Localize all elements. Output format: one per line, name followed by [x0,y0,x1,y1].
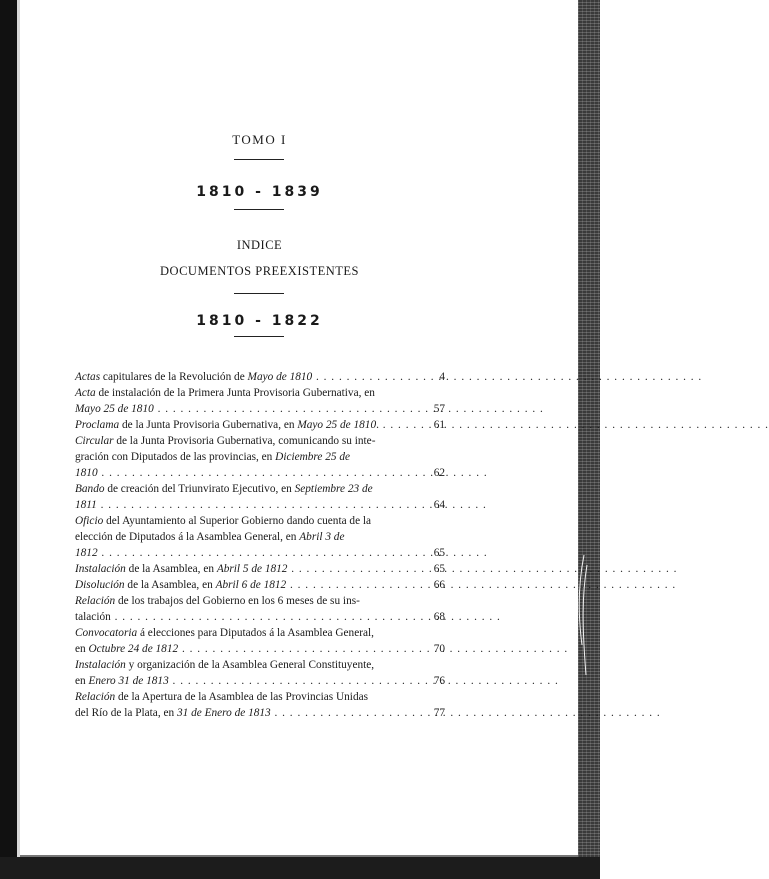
entry-text: de la Asamblea, en [125,563,217,575]
scan-bottom-border [0,857,600,879]
page-number: 64 [433,499,445,511]
toc-entry [75,625,445,657]
entry-text: capitulares de la Revolución de [100,371,248,383]
entry-line [75,385,445,401]
entry-line [75,577,445,593]
toc-entry [75,369,445,385]
entry-text: 1811 [75,499,97,511]
volume-title: TOMO I [232,132,287,147]
entry-text: 1812 [75,547,98,559]
page-number: 70 [433,643,445,655]
page-number: 65 [433,547,445,559]
section-title: DOCUMENTOS PREEXISTENTES [160,264,359,278]
entry-text: Septiembre 23 de [294,483,373,495]
entry-text: de creación del Triunvirato Ejecutivo, en [104,483,295,495]
toc-entry [75,689,445,721]
entry-line [75,673,445,689]
page-number: 4 [439,371,445,383]
entry-text: Mayo de 1810 [247,371,313,383]
entry-text: . [376,419,379,431]
entry-text: Octubre 24 de 1812 [88,643,179,655]
entry-text: de la Apertura de la Asamblea de las Provincias Unidas [115,691,369,703]
rule-divider [234,293,284,294]
index-entries [75,369,445,721]
scan-right-border [578,0,600,879]
entry-text: del Río de la Plata, en [75,707,177,719]
entry-line [75,657,445,673]
entry-line [75,593,445,609]
page-number: 61 [433,419,445,431]
entry-text: Bando [75,483,105,495]
page-number: 57 [433,403,445,415]
toc-entry [75,593,445,625]
entry-text: de la Asamblea, en [124,579,216,591]
entry-text: en [75,675,89,687]
entry-line [75,465,445,481]
entry-text: Diciembre 25 de [275,451,351,463]
entry-line [75,545,445,561]
section-years: 1810 - 1822 [196,313,323,329]
toc-entry [75,561,445,577]
entry-text: Mayo 25 de 1810 [297,419,377,431]
entry-line [75,369,445,385]
entry-text: 31 de Enero de 1813 [176,707,271,719]
entry-line [75,513,445,529]
main-years: 1810 - 1839 [196,184,323,200]
rule-divider [234,336,284,337]
entry-text: de la Junta Provisoria Gubernativa, comunicando su inte- [113,435,376,447]
entry-text: Relación [75,691,116,703]
entry-text: talación [75,611,111,623]
entry-text: Abril 6 de 1812 [215,579,287,591]
entry-text: Proclama [75,419,120,431]
page-number: 68 [433,611,445,623]
entry-line [75,433,445,449]
toc-entry [75,657,445,689]
entry-line [75,705,445,721]
page-number: 76 [433,675,445,687]
toc-entry [75,577,445,593]
entry-text: Disolución [75,579,125,591]
entry-text: Instalación [75,563,126,575]
entry-text: Convocatoria [75,627,138,639]
entry-line [75,689,445,705]
entry-line [75,625,445,641]
entry-text: de la Junta Provisoria Gubernativa, en [119,419,298,431]
entry-text: y organización de la Asamblea General Constituyente, [125,659,375,671]
entry-text: en [75,643,89,655]
entry-text: gración con Diputados de las provincias, en [75,451,276,463]
entry-text: á elecciones para Diputados á la Asamblea General, [137,627,374,639]
toc-entry [75,385,445,417]
toc-entry [75,481,445,513]
entry-line [75,561,445,577]
rule-divider [234,209,284,210]
toc-entry [75,417,445,433]
entry-text: Actas [75,371,101,383]
page-number: 66 [433,579,445,591]
toc-entry [75,433,445,481]
page-number: 62 [433,467,445,479]
toc-entry [75,513,445,561]
entry-line [75,481,445,497]
entry-text: Enero 31 de 1813 [88,675,169,687]
entry-text: elección de Diputados á la Asamblea General, en [75,531,300,543]
entry-text: Instalación [75,659,126,671]
entry-text: del Ayuntamiento al Superior Gobierno dando cuenta de la [103,515,372,527]
page-number: 77 [433,707,445,719]
entry-text: Acta [75,387,96,399]
entry-text: Abril 3 de [299,531,345,543]
index-title: INDICE [236,238,283,252]
page-number: 65 [433,563,445,575]
entry-line [75,401,445,417]
entry-line [75,529,445,545]
entry-text: Mayo 25 de 1810 [75,403,154,415]
entry-line [75,609,445,625]
entry-text: Circular [75,435,114,447]
rule-divider [234,159,284,160]
entry-text: Oficio [75,515,104,527]
entry-text: Relación [75,595,116,607]
entry-line [75,417,445,433]
entry-line [75,497,445,513]
entry-line [75,449,445,465]
entry-text: Abril 5 de 1812 [216,563,288,575]
entry-text: 1810 [75,467,98,479]
entry-text: de los trabajos del Gobierno en los 6 meses de su ins- [115,595,360,607]
entry-text: de instalación de la Primera Junta Provisoria Gubernativa, en [95,387,375,399]
entry-line [75,641,445,657]
